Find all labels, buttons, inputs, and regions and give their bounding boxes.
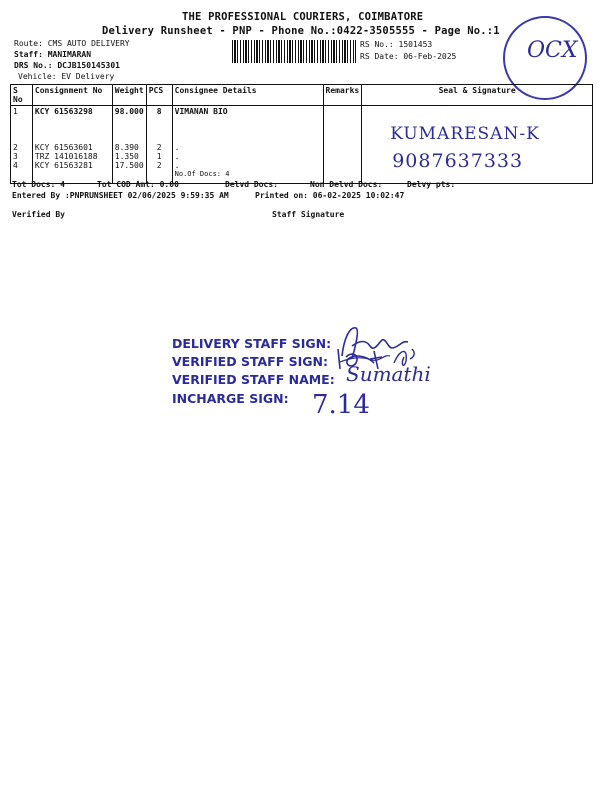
handwritten-name: KUMARESAN-K <box>390 124 540 144</box>
row-pcs: 1 <box>156 152 162 161</box>
row-pcs: 2 <box>156 161 162 170</box>
rs-date: RS Date: 06-Feb-2025 <box>360 52 457 61</box>
tot-cod-amt: Tot COD Amt: 0.00 <box>97 180 179 189</box>
row-weight: 17.500 <box>114 161 144 170</box>
table-body-row <box>11 106 593 184</box>
route: Route: CMS AUTO DELIVERY <box>14 39 130 48</box>
row-consignee: . <box>174 152 180 161</box>
col-consignment: Consignment No <box>32 85 112 106</box>
barcode <box>232 40 356 63</box>
company-title: THE PROFESSIONAL COURIERS, COIMBATORE <box>182 11 424 23</box>
incharge-sign-label: INCHARGE SIGN: <box>172 391 289 406</box>
handwritten-verified-name: Sumathi <box>346 362 431 386</box>
col-consignee: Consignee Details <box>172 85 323 106</box>
row-sno: 4 <box>13 161 18 170</box>
staff: Staff: MANIMARAN <box>14 50 92 59</box>
row-pcs: 8 <box>156 107 162 116</box>
non-delvd-docs: Non Delvd Docs: <box>310 180 383 189</box>
rs-number: RS No.: 1501453 <box>360 40 433 49</box>
col-sno: S No <box>11 85 33 106</box>
delvd-docs: Delvd Docs: <box>225 180 278 189</box>
no-of-docs: No.Of Docs: 4 <box>174 170 230 178</box>
row-consignment: KCY 61563281 <box>34 161 93 170</box>
col-weight: Weight <box>112 85 146 106</box>
runsheet-title: Delivery Runsheet - PNP - Phone No.:0422-3505555 - Page No.:1 <box>102 25 500 37</box>
delivery-staff-sign-label: DELIVERY STAFF SIGN: <box>172 336 332 351</box>
verified-by: Verified By <box>12 210 65 219</box>
col-seal-signature: Seal & Signature <box>362 85 593 106</box>
col-remarks: Remarks <box>323 85 362 106</box>
delvy-pts: Delvy pts: <box>407 180 456 189</box>
staff-signature: Staff Signature <box>272 210 345 219</box>
row-consignee: VIMANAN BIO <box>174 107 228 116</box>
entered-by: Entered By :PNPRUNSHEET 02/06/2025 9:59:35 AM <box>12 191 229 200</box>
consignment-table <box>10 84 593 184</box>
row-pcs: 2 <box>156 143 162 152</box>
table-header-row <box>11 85 593 106</box>
printed-on: Printed on: 06-02-2025 10:02:47 <box>255 191 405 200</box>
row-sno: 2 <box>13 143 18 152</box>
drs-number: DRS No.: DCJB150145301 <box>14 61 120 70</box>
verified-staff-sign-label: VERIFIED STAFF SIGN: <box>172 354 328 369</box>
tot-docs: Tot Docs: 4 <box>12 180 65 189</box>
verified-staff-name-label: VERIFIED STAFF NAME: <box>172 372 335 387</box>
handwritten-incharge: 7.14 <box>312 390 370 420</box>
row-consignment: TRZ 141016188 <box>34 152 98 161</box>
circle-handwriting: OCX <box>527 38 578 63</box>
handwritten-phone: 9087637333 <box>392 150 524 172</box>
row-consignment: KCY 61563298 <box>34 107 93 116</box>
row-consignee: . <box>174 161 180 170</box>
row-consignee: . <box>174 143 180 152</box>
row-weight: 98.000 <box>114 107 144 116</box>
vehicle: Vehicle: EV Delivery <box>18 72 115 81</box>
row-sno: 3 <box>13 152 18 161</box>
row-consignment: KCY 61563601 <box>34 143 93 152</box>
row-sno: 1 <box>13 107 18 116</box>
col-pcs: PCS <box>146 85 172 106</box>
row-weight: 8.390 <box>114 143 139 152</box>
row-weight: 1.350 <box>114 152 139 161</box>
